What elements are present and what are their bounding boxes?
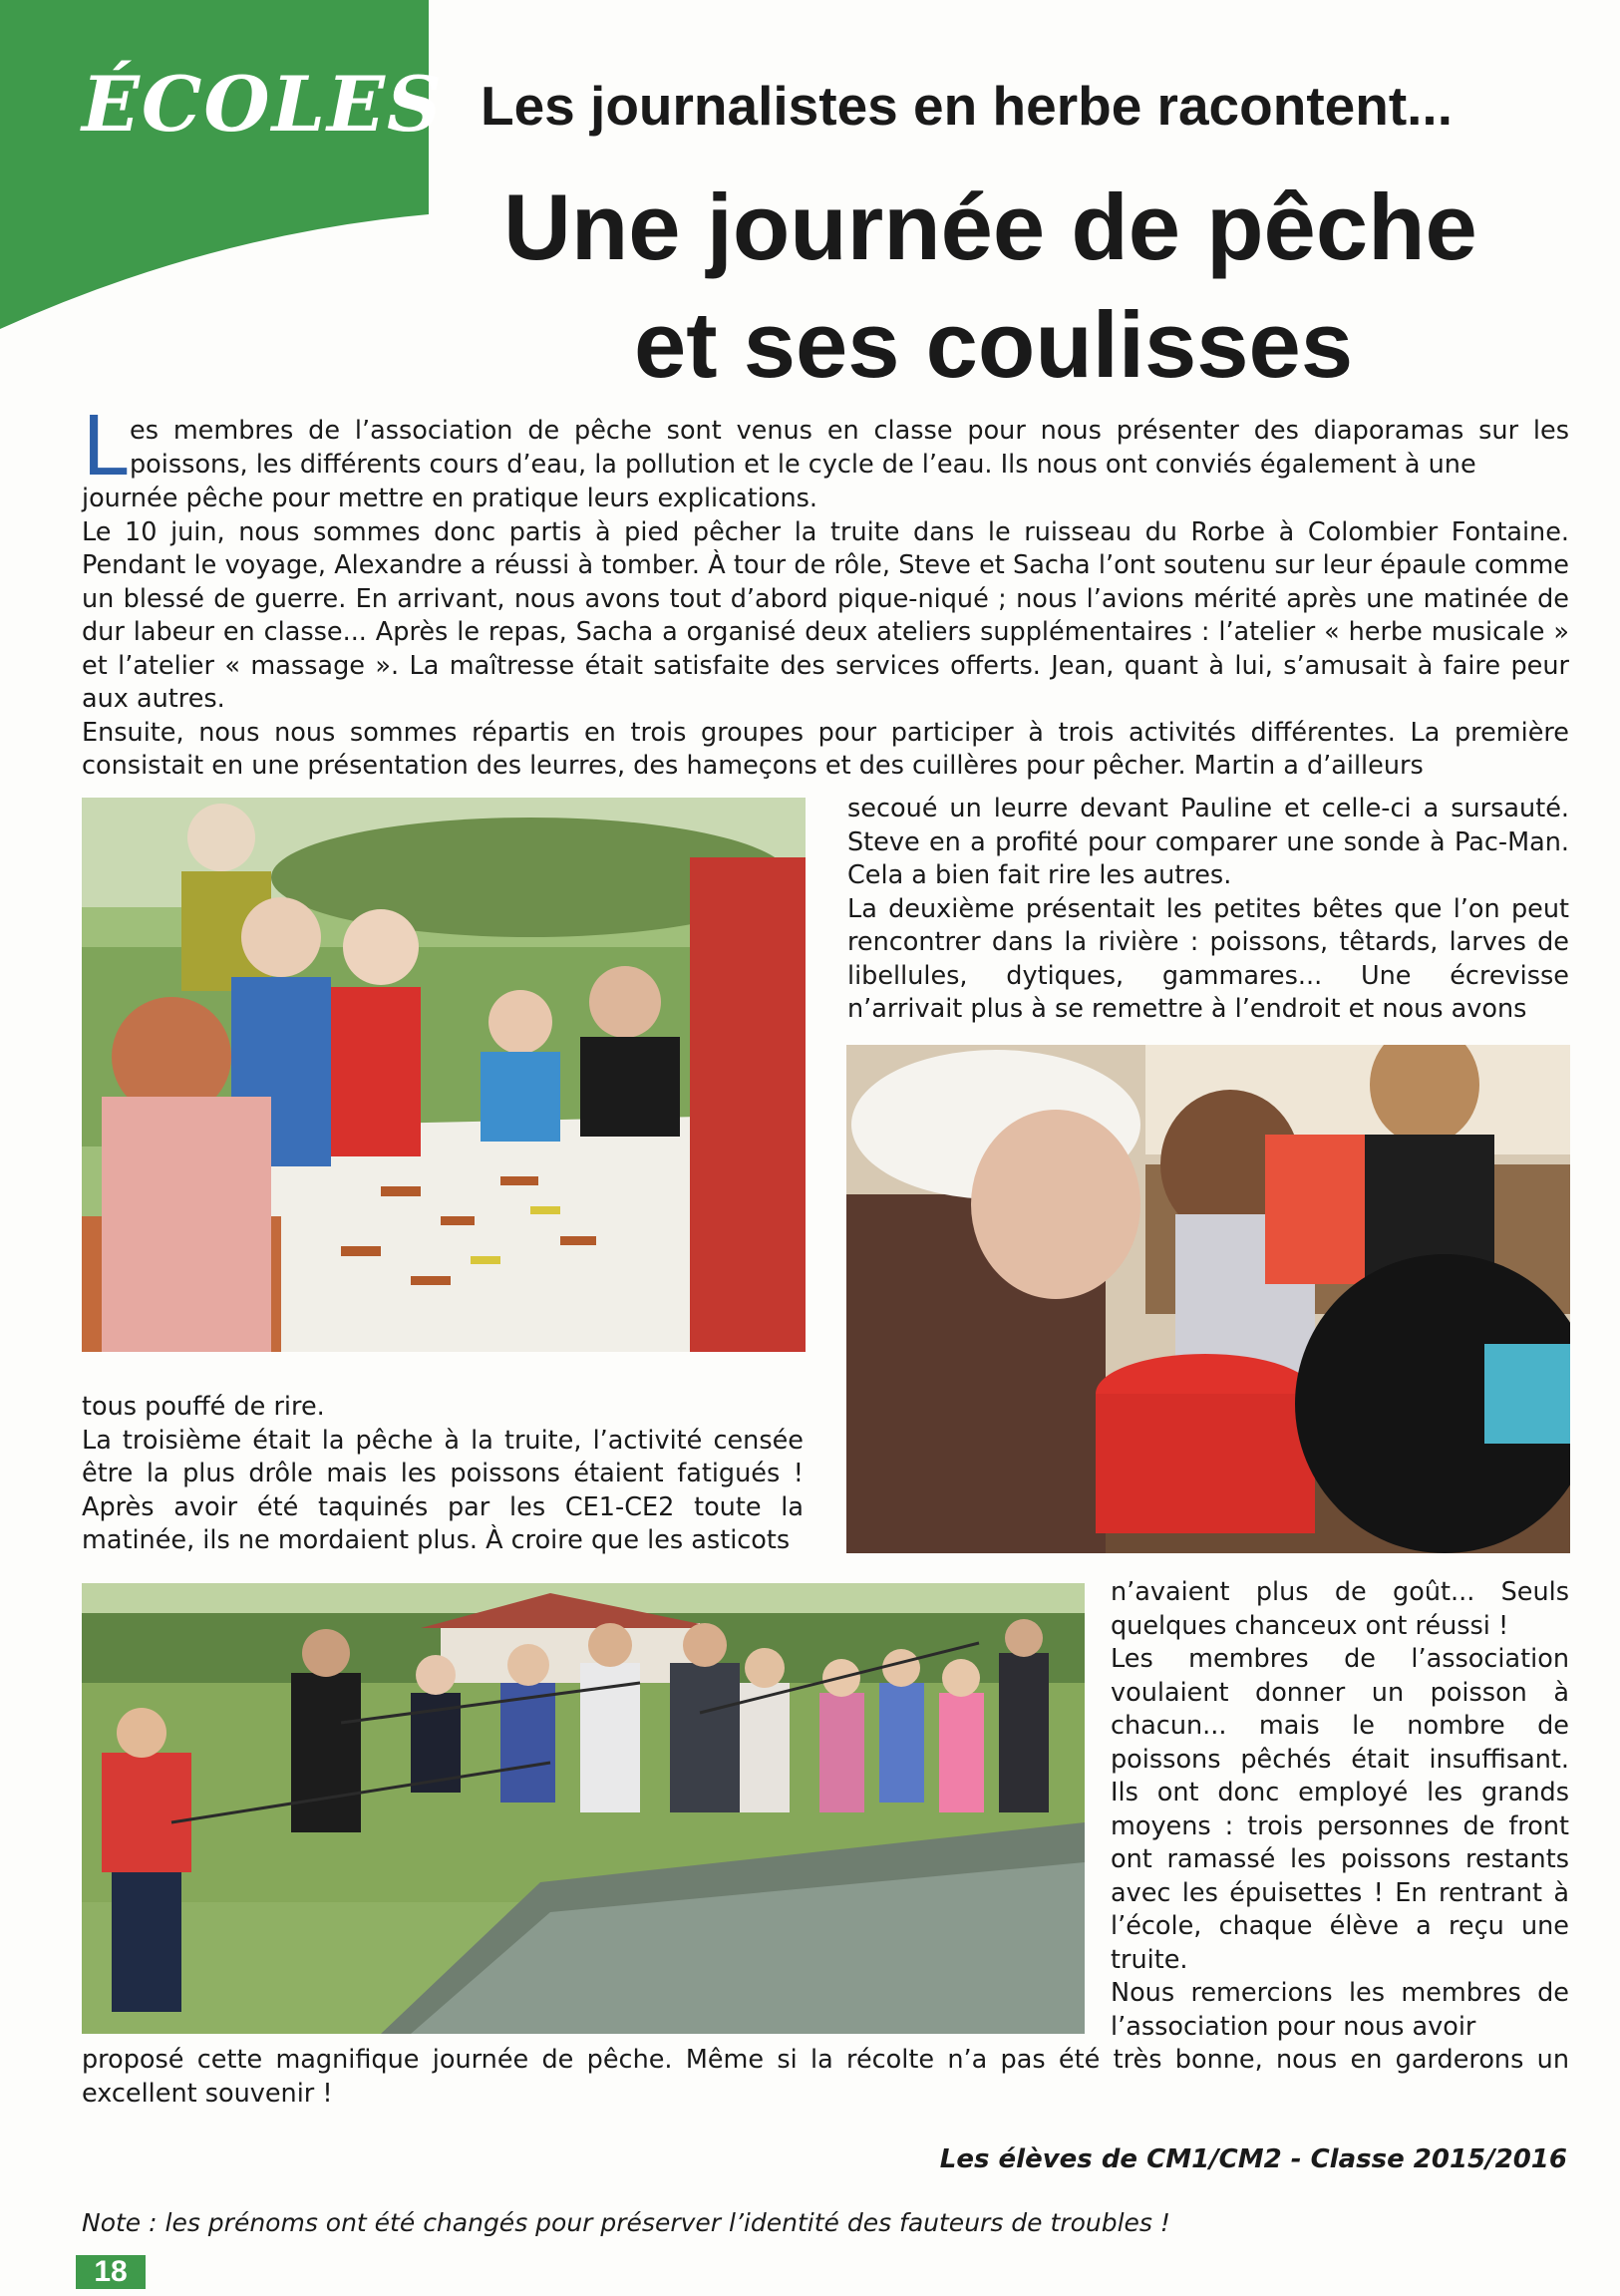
paragraph: n’avaient plus de goût... Seuls quelques chanceux ont réussi !: [1111, 1577, 1569, 1641]
paragraph: Le 10 juin, nous sommes donc partis à pied pêcher la truite dans le ruisseau du Rorbe à Colombier Fontaine. Pendant le voyage, Alexandre a réussi à tomber. À tour de rôle, Steve et Sacha l’ont soutenu sur leur épaule comme un blessé de guerre. En arrivant, nous avons tout d’abord pique-niqué ; nous l’avions mérité après une matinée de dur labeur en classe... Après le repas, Sacha a organisé deux ateliers supplémentaires : l’atelier « herbe musicale » et l’atelier « massage ». La maîtresse était satisfaite des services offerts. Jean, quant à lui, s’amusait à faire peur aux autres.: [82, 516, 1569, 714]
photo-small-creatures: [846, 1045, 1570, 1553]
section-label: ÉCOLES: [82, 60, 444, 149]
article-signature: Les élèves de CM1/CM2 - Classe 2015/2016: [939, 2144, 1567, 2174]
footnote: Note : les prénoms ont été changés pour préserver l’identité des fauteurs de troubles !: [82, 2208, 1170, 2237]
article-kicker: Les journalistes en herbe racontent...: [481, 75, 1453, 137]
paragraph: tous pouffé de rire.: [82, 1392, 325, 1422]
column-right-3: [1111, 1576, 1569, 2044]
section-tab-background: [0, 0, 429, 329]
paragraph: Les membres de l’association voulaient donner un poisson à chacun... mais le nombre de poissons pêchés était insuffisant. Ils ont donc employé les grands moyens : trois personnes de front ont ramassé les poissons restants avec les épuisettes ! En rentrant à l’école, chaque élève a reçu une truite.: [1111, 1644, 1569, 1975]
column-left-2: [82, 1391, 804, 1558]
photo-trout-fishing: [82, 1583, 1085, 2034]
paragraph: Nous remercions les membres de l’association pour nous avoir: [1111, 1978, 1569, 2042]
closing-paragraph: [82, 2044, 1569, 2111]
paragraph: La troisième était la pêche à la truite, l’activité censée être la plus drôle mais les poissons étaient fatigués ! Après avoir été taquinés par les CE1-CE2 toute la matinée, ils ne mordaient plus. À croire que les asticots: [82, 1425, 804, 1555]
photo-lure-presentation: [82, 798, 806, 1352]
column-right-1: [847, 793, 1569, 1027]
intro-first-text: es membres de l’association de pêche sont venus en classe pour nous présenter des diaporamas sur les poissons, les différents cours d’eau, la pollution et le cycle de l’eau. Ils nous ont conviés également à une: [130, 416, 1569, 480]
paragraph: secoué un leurre devant Pauline et celle-ci a sursauté. Steve en a profité pour comparer une sonde à Pac-Man. Cela a bien fait rire les autres.: [847, 794, 1569, 890]
intro-continued: [82, 483, 1569, 784]
paragraph: journée pêche pour mettre en pratique leurs explications.: [82, 484, 818, 513]
headline-line-1: Une journée de pêche: [503, 174, 1477, 279]
headline-line-2: et ses coulisses: [634, 292, 1354, 397]
intro-paragraph: [130, 415, 1569, 482]
drop-cap: L: [82, 400, 128, 494]
paragraph: La deuxième présentait les petites bêtes que l’on peut rencontrer dans la rivière : poissons, têtards, larves de libellules, dytiques, gammares... Une écrevisse n’arrivait plus à se remettre à l’endroit et nous avons: [847, 893, 1569, 1024]
paragraph: Ensuite, nous nous sommes répartis en trois groupes pour participer à trois activités différentes. La première consistait en une présentation des leurres, des hameçons et des cuillères pour pêcher. Martin a d’ailleurs: [82, 717, 1569, 781]
page-number: 18: [76, 2255, 146, 2289]
closing-text: proposé cette magnifique journée de pêche. Même si la récolte n’a pas été très bonne, nous en garderons un excellent souvenir !: [82, 2045, 1569, 2109]
